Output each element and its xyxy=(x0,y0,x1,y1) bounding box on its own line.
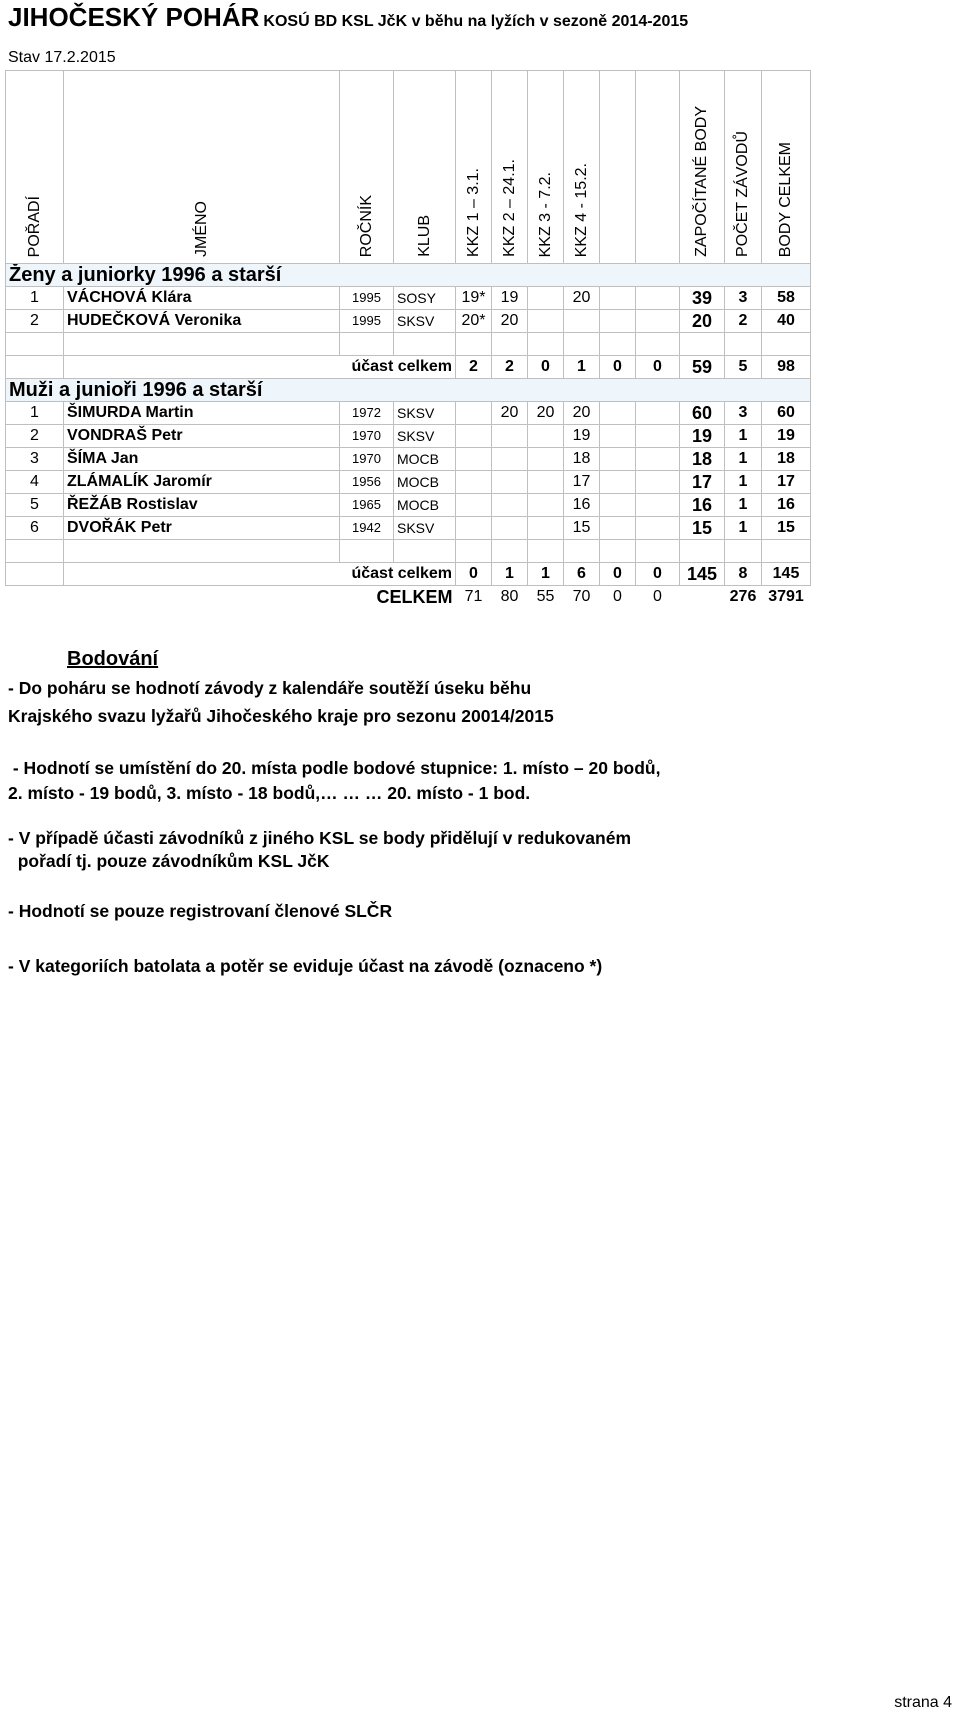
cell-club: SOSY xyxy=(394,287,456,310)
ucast-value: 0 xyxy=(600,356,636,379)
cell-year: 1942 xyxy=(340,517,394,540)
cell-kkz2 xyxy=(492,425,528,448)
status-date: Stav 17.2.2015 xyxy=(8,49,116,66)
cell-pocet: 1 xyxy=(725,517,762,540)
cell-zapoctene: 16 xyxy=(680,494,725,517)
cell-kkz4: 19 xyxy=(564,425,600,448)
cell-body: 17 xyxy=(762,471,811,494)
cell-kkz3: 20 xyxy=(528,402,564,425)
table-row xyxy=(6,448,811,471)
cell-kkz3 xyxy=(528,471,564,494)
category-label: Muži a junioři 1996 a starší xyxy=(6,379,811,402)
cell-zapoctene: 17 xyxy=(680,471,725,494)
cell-empty xyxy=(636,310,680,333)
celkem-value: 80 xyxy=(500,588,519,605)
cell-empty xyxy=(600,287,636,310)
cell-club: MOCB xyxy=(394,448,456,471)
cell-kkz3 xyxy=(528,517,564,540)
table-row xyxy=(6,471,811,494)
cell-empty xyxy=(6,356,64,379)
cell-kkz4: 20 xyxy=(564,287,600,310)
cell-rank: 5 xyxy=(6,494,64,517)
cell-kkz2 xyxy=(492,494,528,517)
cell-kkz4: 20 xyxy=(564,402,600,425)
cell-kkz4: 17 xyxy=(564,471,600,494)
cell-pocet: 1 xyxy=(725,494,762,517)
ucast-row-men xyxy=(6,563,811,586)
ucast-value: 59 xyxy=(680,356,725,379)
cell-year: 1995 xyxy=(340,287,394,310)
col-poradi: POŘADÍ xyxy=(6,71,64,264)
cell-kkz3 xyxy=(528,494,564,517)
cell-kkz2: 20 xyxy=(492,402,528,425)
table-row xyxy=(6,402,811,425)
ucast-value: 0 xyxy=(636,356,680,379)
cell-rank: 2 xyxy=(6,310,64,333)
cell-zapoctene: 19 xyxy=(680,425,725,448)
celkem-row xyxy=(6,586,811,609)
cell-kkz1 xyxy=(456,471,492,494)
celkem-value xyxy=(680,586,725,609)
celkem-value: 3791 xyxy=(768,588,804,605)
category-row-men xyxy=(6,379,811,402)
cell-name: VÁCHOVÁ Klára xyxy=(64,287,340,310)
cell-kkz1 xyxy=(456,494,492,517)
cell-pocet: 1 xyxy=(725,425,762,448)
cell-body: 60 xyxy=(762,402,811,425)
cell-kkz1: 20* xyxy=(456,310,492,333)
scoring-heading: Bodování xyxy=(67,648,159,670)
cell-empty xyxy=(600,517,636,540)
celkem-value: 0 xyxy=(613,588,622,605)
ucast-value: 1 xyxy=(492,563,528,586)
note-1a: - Do poháru se hodnotí závody z kalendáře soutěží úseku běhu xyxy=(8,678,532,698)
table-row xyxy=(6,310,811,333)
col-body: BODY CELKEM xyxy=(762,71,811,264)
cell-rank: 1 xyxy=(6,287,64,310)
celkem-value: 70 xyxy=(572,588,591,605)
cell-kkz2: 19 xyxy=(492,287,528,310)
cell-empty xyxy=(600,448,636,471)
note-4: - Hodnotí se pouze registrovaní členové SLČR xyxy=(8,901,393,921)
cell-name: HUDEČKOVÁ Veronika xyxy=(64,310,340,333)
cell-name: DVOŘÁK Petr xyxy=(64,517,340,540)
cell-kkz1: 19* xyxy=(456,287,492,310)
spacer-row xyxy=(6,540,811,563)
cell-rank: 1 xyxy=(6,402,64,425)
cell-kkz3 xyxy=(528,425,564,448)
col-klub: KLUB xyxy=(394,71,456,264)
header-row xyxy=(6,71,811,264)
col-kkz2: KKZ 2 – 24.1. xyxy=(492,71,528,264)
table-row xyxy=(6,494,811,517)
col-kkz4: KKZ 4 - 15.2. xyxy=(564,71,600,264)
cell-rank: 3 xyxy=(6,448,64,471)
cell-body: 18 xyxy=(762,448,811,471)
category-row-women xyxy=(6,264,811,287)
cell-empty xyxy=(636,471,680,494)
cell-zapoctene: 18 xyxy=(680,448,725,471)
cell-pocet: 1 xyxy=(725,448,762,471)
col-pocet: POČET ZÁVODŮ xyxy=(725,71,762,264)
document-title xyxy=(8,2,688,33)
cell-kkz1 xyxy=(456,517,492,540)
page-number: strana 4 xyxy=(894,1694,952,1711)
cell-club: SKSV xyxy=(394,310,456,333)
cell-zapoctene: 20 xyxy=(680,310,725,333)
celkem-value: 276 xyxy=(729,588,757,605)
cell-pocet: 1 xyxy=(725,471,762,494)
category-label: Ženy a juniorky 1996 a starší xyxy=(6,264,811,287)
cell-empty xyxy=(636,494,680,517)
cell-kkz3 xyxy=(528,287,564,310)
cell-rank: 2 xyxy=(6,425,64,448)
cell-empty xyxy=(600,471,636,494)
title-subtitle: KOSÚ BD KSL JčK v běhu na lyžích v sezoně 2014-2015 xyxy=(263,13,689,30)
note-3a: - V případě účasti závodníků z jiného KSL se body přidělují v redukovaném xyxy=(8,828,632,848)
cell-kkz4: 16 xyxy=(564,494,600,517)
cell-kkz3 xyxy=(528,448,564,471)
cell-kkz1 xyxy=(456,402,492,425)
cell-empty xyxy=(6,563,64,586)
cell-pocet: 2 xyxy=(725,310,762,333)
cell-empty xyxy=(600,494,636,517)
cell-empty xyxy=(636,402,680,425)
cell-pocet: 3 xyxy=(725,402,762,425)
cell-zapoctene: 39 xyxy=(680,287,725,310)
cell-rank: 4 xyxy=(6,471,64,494)
cell-empty xyxy=(636,287,680,310)
col-empty-1 xyxy=(600,71,636,264)
cell-name: ŠIMURDA Martin xyxy=(64,402,340,425)
col-kkz1: KKZ 1 – 3.1. xyxy=(456,71,492,264)
note-5: - V kategoriích batolata a potěr se eviduje účast na závodě (oznaceno *) xyxy=(8,956,603,976)
ucast-value: 1 xyxy=(528,563,564,586)
cell-year: 1995 xyxy=(340,310,394,333)
results-table xyxy=(5,70,811,608)
table-row xyxy=(6,287,811,310)
col-empty-2 xyxy=(636,71,680,264)
cell-empty xyxy=(600,402,636,425)
cell-zapoctene: 60 xyxy=(680,402,725,425)
celkem-value: 71 xyxy=(464,588,483,605)
col-jmeno: JMÉNO xyxy=(64,71,340,264)
col-zapoctene: ZAPOČÍTANÉ BODY xyxy=(680,71,725,264)
table-row xyxy=(6,425,811,448)
celkem-value: 55 xyxy=(536,588,555,605)
cell-body: 15 xyxy=(762,517,811,540)
table-row xyxy=(6,517,811,540)
cell-empty xyxy=(636,425,680,448)
cell-club: SKSV xyxy=(394,425,456,448)
cell-name: ŘEŽÁB Rostislav xyxy=(64,494,340,517)
ucast-value: 2 xyxy=(456,356,492,379)
ucast-value: 145 xyxy=(762,563,811,586)
cell-empty xyxy=(636,517,680,540)
celkem-label: CELKEM xyxy=(376,587,453,607)
ucast-value: 1 xyxy=(564,356,600,379)
celkem-value: 0 xyxy=(653,588,662,605)
col-kkz3: KKZ 3 - 7.2. xyxy=(528,71,564,264)
cell-kkz2: 20 xyxy=(492,310,528,333)
ucast-value: 5 xyxy=(725,356,762,379)
cell-body: 58 xyxy=(762,287,811,310)
cell-kkz4 xyxy=(564,310,600,333)
cell-club: MOCB xyxy=(394,471,456,494)
ucast-value: 98 xyxy=(762,356,811,379)
ucast-value: 0 xyxy=(600,563,636,586)
ucast-value: 0 xyxy=(456,563,492,586)
cell-year: 1972 xyxy=(340,402,394,425)
cell-rank: 6 xyxy=(6,517,64,540)
ucast-value: 0 xyxy=(528,356,564,379)
cell-kkz4: 18 xyxy=(564,448,600,471)
ucast-label: účast celkem xyxy=(64,356,456,379)
cell-empty xyxy=(600,310,636,333)
cell-name: VONDRAŠ Petr xyxy=(64,425,340,448)
cell-kkz4: 15 xyxy=(564,517,600,540)
ucast-value: 2 xyxy=(492,356,528,379)
men-rows xyxy=(6,402,811,540)
cell-year: 1970 xyxy=(340,425,394,448)
cell-kkz2 xyxy=(492,471,528,494)
cell-pocet: 3 xyxy=(725,287,762,310)
ucast-row-women xyxy=(6,356,811,379)
cell-body: 16 xyxy=(762,494,811,517)
cell-zapoctene: 15 xyxy=(680,517,725,540)
cell-empty xyxy=(600,425,636,448)
cell-body: 40 xyxy=(762,310,811,333)
ucast-value: 8 xyxy=(725,563,762,586)
ucast-value: 145 xyxy=(680,563,725,586)
cell-kkz2 xyxy=(492,448,528,471)
cell-year: 1965 xyxy=(340,494,394,517)
cell-kkz1 xyxy=(456,425,492,448)
cell-club: SKSV xyxy=(394,517,456,540)
note-3b: pořadí tj. pouze závodníkům KSL JčK xyxy=(8,851,330,871)
spacer-row xyxy=(6,333,811,356)
note-2a: - Hodnotí se umístění do 20. místa podle bodové stupnice: 1. místo – 20 bodů, xyxy=(8,758,661,778)
note-2b: 2. místo - 19 bodů, 3. místo - 18 bodů,… … … 20. místo - 1 bod. xyxy=(8,783,531,803)
ucast-value: 6 xyxy=(564,563,600,586)
ucast-label: účast celkem xyxy=(64,563,456,586)
cell-year: 1970 xyxy=(340,448,394,471)
cell-club: MOCB xyxy=(394,494,456,517)
cell-kkz3 xyxy=(528,310,564,333)
cell-kkz2 xyxy=(492,517,528,540)
col-rocnik: ROČNÍK xyxy=(340,71,394,264)
cell-club: SKSV xyxy=(394,402,456,425)
cell-name: ZLÁMALÍK Jaromír xyxy=(64,471,340,494)
cell-kkz1 xyxy=(456,448,492,471)
cell-empty xyxy=(636,448,680,471)
cell-year: 1956 xyxy=(340,471,394,494)
women-rows xyxy=(6,287,811,333)
title-main: JIHOČESKÝ POHÁR xyxy=(8,2,260,32)
note-1b: Krajského svazu lyžařů Jihočeského kraje pro sezonu 20014/2015 xyxy=(8,706,554,726)
ucast-value: 0 xyxy=(636,563,680,586)
cell-name: ŠÍMA Jan xyxy=(64,448,340,471)
cell-body: 19 xyxy=(762,425,811,448)
